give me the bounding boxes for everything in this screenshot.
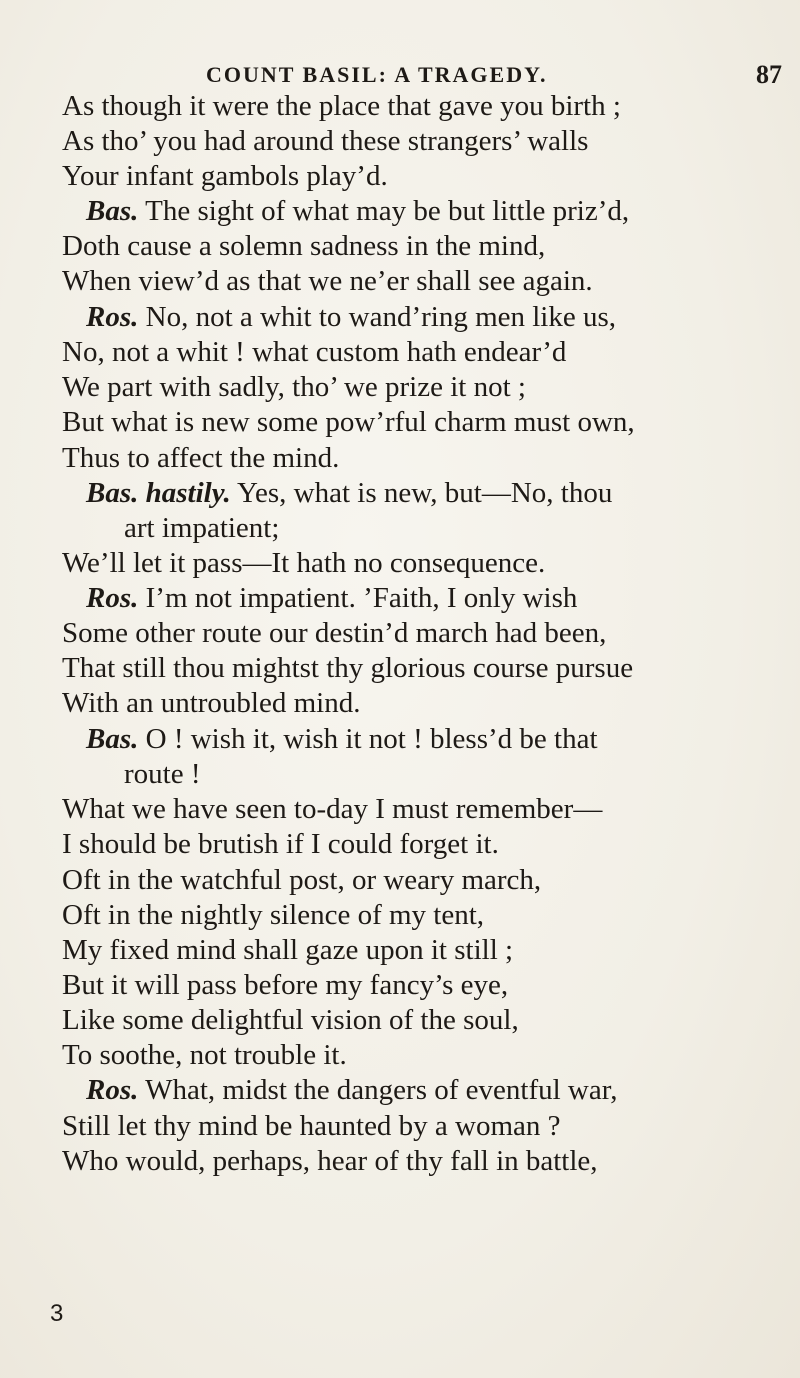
speaker-name: Ros. [86,1074,139,1106]
text-line: Still let thy mind be haunted by a woman ? [62,1110,561,1142]
text-line: We’ll let it pass—It hath no consequence. [62,547,546,579]
text-line: Oft in the nightly silence of my tent, [62,899,485,931]
text-line: When view’d as that we ne’er shall see again. [62,265,593,297]
text-line: My fixed mind shall gaze upon it still ; [62,934,514,966]
text-line: Ros. What, midst the dangers of eventful war, [86,1074,618,1106]
text-line: Bas. hastily. Yes, what is new, but—No, thou [86,477,613,509]
text-line: Like some delightful vision of the soul, [62,1004,519,1036]
page-number: 87 [756,60,782,89]
speaker-name: Bas. [86,195,139,227]
text-line: Oft in the watchful post, or weary march, [62,864,542,896]
text-line: But what is new some pow’rful charm must own, [62,406,635,438]
text-line: As tho’ you had around these strangers’ walls [62,125,589,157]
text-line: Ros. No, not a whit to wand’ring men like us, [86,301,617,333]
text-line: Bas. The sight of what may be but little priz’d, [86,195,630,227]
text-line: That still thou mightst thy glorious course pursue [62,652,634,684]
text-line: To soothe, not trouble it. [62,1039,347,1071]
speaker-name: Bas. [86,723,139,755]
text-line: No, not a whit ! what custom hath endear’d [62,336,567,368]
text-line: art impatient; [124,512,280,544]
speaker-name: Bas. [86,477,139,509]
text-line: Who would, perhaps, hear of thy fall in battle, [62,1145,598,1177]
text-line: We part with sadly, tho’ we prize it not ; [62,371,526,403]
signature-mark: 3 [50,1300,64,1327]
text-line: But it will pass before my fancy’s eye, [62,969,509,1001]
text-line: What we have seen to-day I must remember— [62,793,603,825]
text-line: Your infant gambols play’d. [62,160,388,192]
text-line: Doth cause a solemn sadness in the mind, [62,230,546,262]
text-line: I should be brutish if I could forget it. [62,828,499,860]
running-title: COUNT BASIL: A TRAGEDY. [206,62,548,87]
speaker-name: Ros. [86,582,139,614]
text-line: With an untroubled mind. [62,687,361,719]
speaker-name: Ros. [86,301,139,333]
stage-direction: hastily. [145,477,231,509]
text-line: Bas. O ! wish it, wish it not ! bless’d be that [86,723,598,755]
text-line: route ! [124,758,201,790]
text-line: Thus to affect the mind. [62,442,340,474]
text-line: Some other route our destin’d march had been, [62,617,607,649]
text-line: Ros. I’m not impatient. ’Faith, I only wish [86,582,578,614]
text-line: As though it were the place that gave you birth ; [62,90,621,122]
